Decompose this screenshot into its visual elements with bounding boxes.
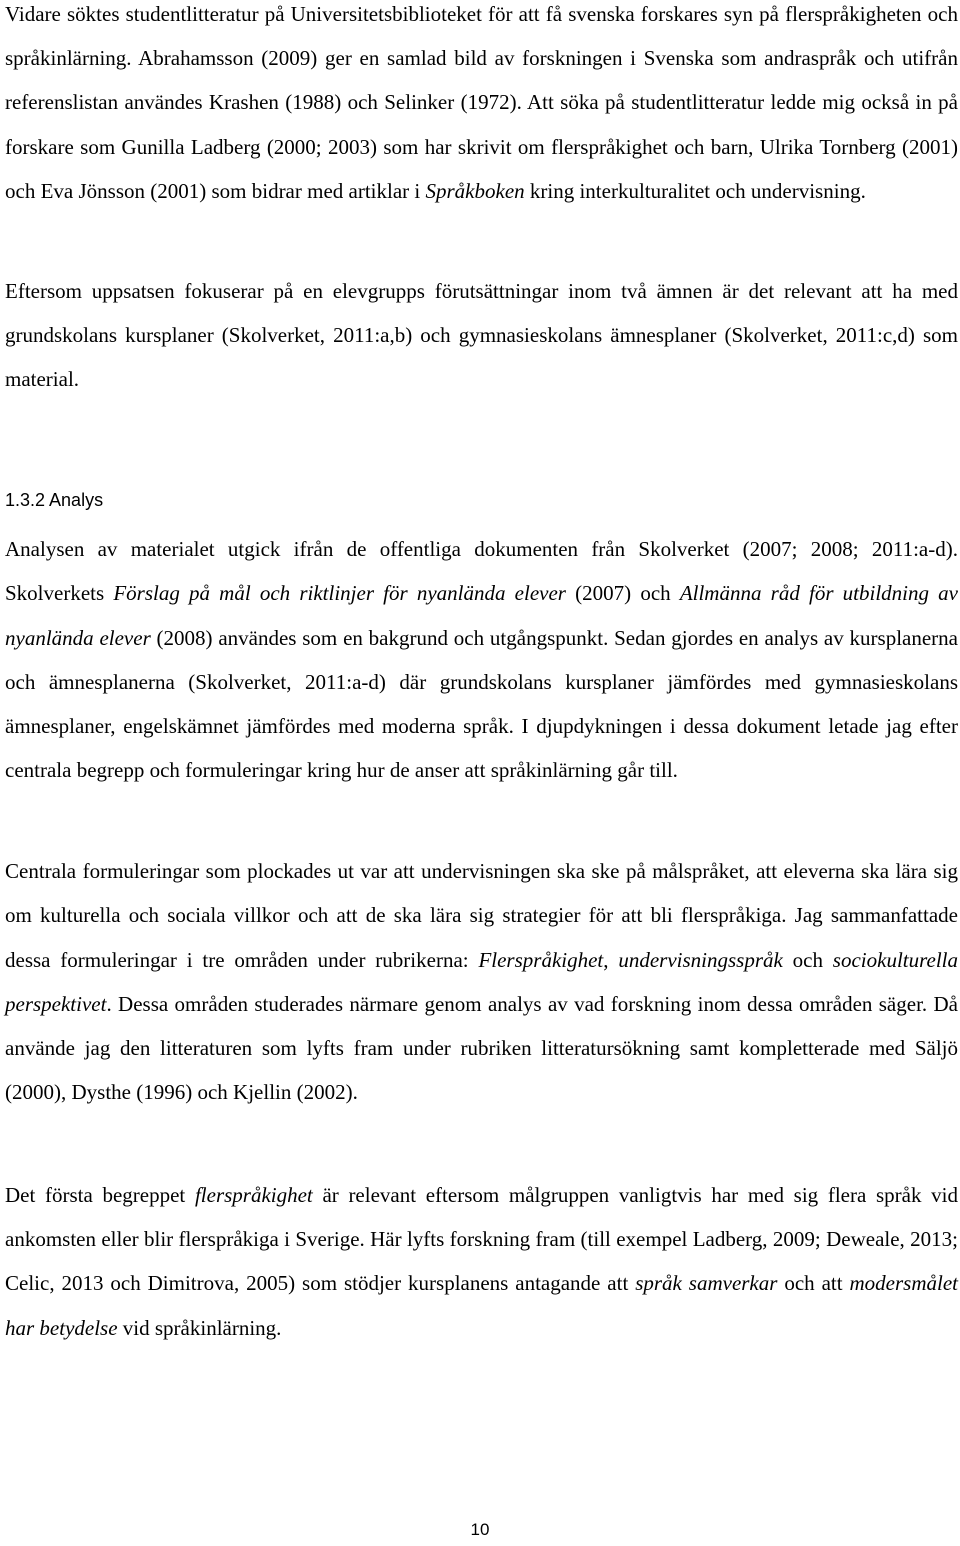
paragraph-text: och [782, 947, 833, 972]
paragraph-text: och att [777, 1271, 850, 1296]
section-heading: 1.3.2 Analys [5, 490, 104, 510]
paragraph-text: , [603, 947, 619, 972]
page-number: 10 [470, 1520, 490, 1539]
italic-term: modersmålet har betydelse [5, 1271, 958, 1340]
paragraph-multilingualism [5, 1173, 958, 1350]
paragraph-text: är relevant eftersom målgruppen vanligtvis har med sig flera språk vid ankomsten eller blir flerspråkiga i Sverige. Här lyfts forskning fram (till exempel Ladberg, 2009; Deweale, 2013; Celic, 2013 och Dimitrova, 2005) som stödjer kursplanens antagande att [5, 1183, 958, 1296]
paragraph-text: Analysen av materialet utgick ifrån de offentliga dokumenten från Skolverket (2007; 2008; 2011:a-d). Skolverkets [5, 537, 958, 606]
paragraph-text: (2007) och [565, 581, 680, 606]
italic-document-title: Förslag på mål och riktlinjer för nyanlända elever [113, 581, 566, 606]
paragraph-text: Eftersom uppsatsen fokuserar på en elevgrupps förutsättningar inom två ämnen är det relevant att ha med grundskolans kursplaner (Skolverket, 2011:a,b) och gymnasieskolans ämnesplaner (Skolverket, 2011:c,d) som material. [5, 279, 958, 392]
paragraph-text: vid språkinlärning. [117, 1315, 282, 1340]
paragraph-central-formulations [5, 849, 958, 1115]
italic-term: språk samverkar [635, 1271, 778, 1296]
paragraph-literature-sources [5, 0, 958, 213]
paragraph-curriculum-material [5, 269, 958, 402]
paragraph-text: Det första begreppet [5, 1183, 195, 1207]
italic-term: Flerspråkighet [478, 947, 604, 972]
italic-term: undervisningsspråk [618, 947, 783, 972]
italic-term: sociokulturella perspektivet [5, 947, 958, 1016]
paragraph-text: Centrala formuleringar som plockades ut var att undervisningen ska ske på målspråket, att eleverna ska lära sig om kulturella och sociala villkor och att de ska lära sig strategier för att bli flerspråkiga. Jag sammanfattade dessa formuleringar i tre områden under rubrikerna: [5, 859, 958, 972]
italic-term: flerspråkighet [194, 1183, 313, 1207]
paragraph-text: Vidare söktes studentlitteratur på Universitetsbiblioteket för att få svenska forskares syn på flerspråkigheten och språkinlärning. Abrahamsson (2009) ger en samlad bild av forskningen i Svenska som andraspråk och utifrån referenslistan användes Krashen (1988) och Selinker (1972). Att söka på studentlitteratur ledde mig också in på forskare som Gunilla Ladberg (2000; 2003) som har skrivit om flerspråkighet och barn, Ulrika Tornberg (2001) och Eva Jönsson (2001) som bidrar med artiklar i [5, 2, 958, 203]
italic-book-title: Språkboken [425, 178, 525, 203]
paragraph-text: . Dessa områden studerades närmare genom analys av vad forskning inom dessa områden säger. Då använde jag den litteraturen som lyfts fram under rubriken litteratursökning samt kompletterade med Säljö (2000), Dysthe (1996) och Kjellin (2002). [5, 991, 958, 1105]
italic-document-title: Allmänna råd för utbildning av nyanlända elever [5, 581, 958, 650]
paragraph-text: kring interkulturalitet och undervisning. [524, 178, 866, 203]
paragraph-analysis [5, 527, 958, 793]
paragraph-text: (2008) användes som en bakgrund och utgångspunkt. Sedan gjordes en analys av kursplanerna och ämnesplanerna (Skolverket, 2011:a-d) där grundskolans kursplaner jämfördes med gymnasieskolans ämnesplaner, engelskämnet jämfördes med moderna språk. I djupdykningen i dessa dokument letade jag efter centrala begrepp och formuleringar kring hur de anser att språkinlärning går till. [5, 625, 958, 783]
